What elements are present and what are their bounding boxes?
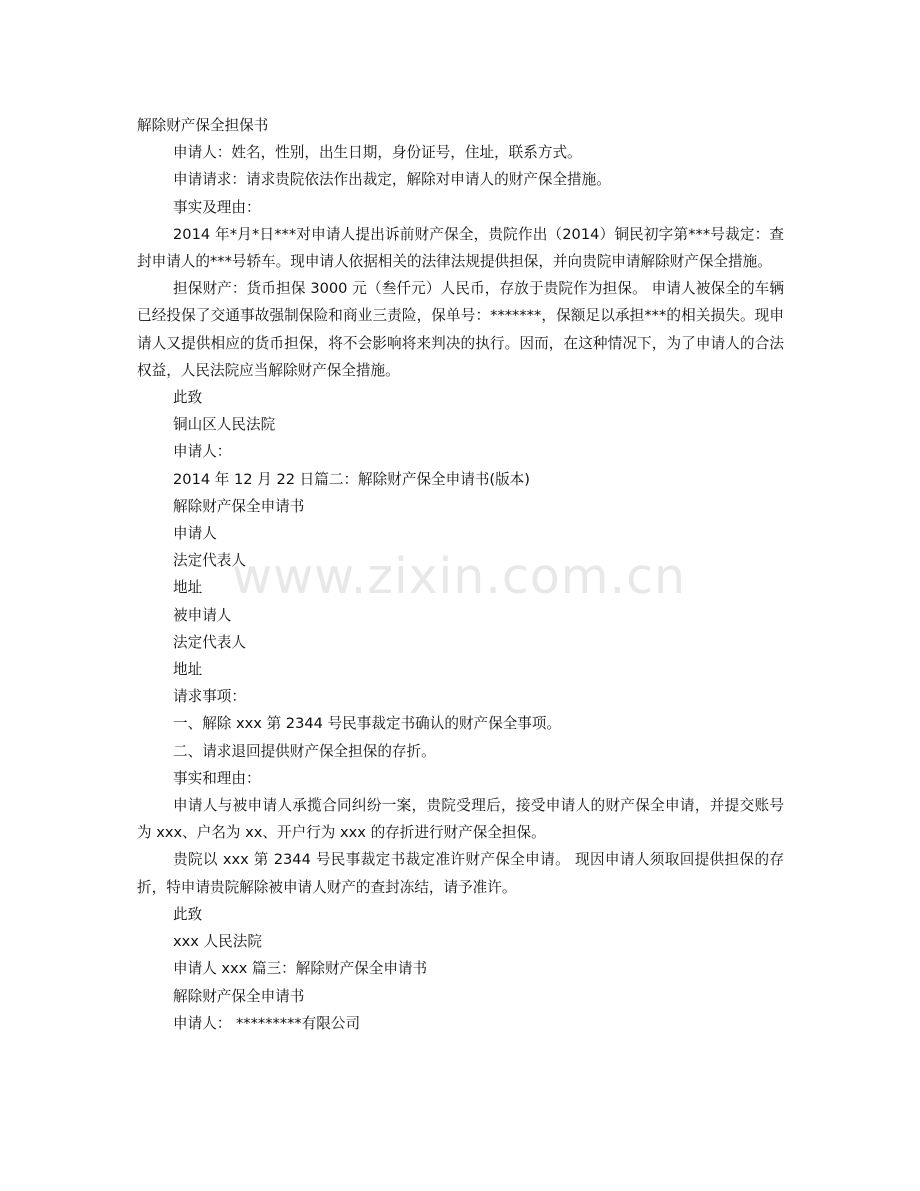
- document-body: [137, 112, 784, 1037]
- paragraph-applicant: 申请人: [173, 525, 217, 543]
- paragraph-court-name-2: xxx 人民法院: [173, 933, 262, 951]
- paragraph-part-three-title: 解除财产保全申请书: [173, 987, 305, 1005]
- paragraph-address: 地址: [173, 579, 203, 597]
- paragraph-facts-reasons-heading: 事实和理由：: [173, 769, 261, 787]
- paragraph-respondent: 被申请人: [173, 606, 232, 624]
- paragraph-signature: 申请人：: [173, 443, 232, 461]
- paragraph-facts-body: 2014 年*月*日***对申请人提出诉前财产保全，贵院作出（2014）铜民初字第***号裁定：查封申请人的***号轿车。现申请人依据相关的法律法规提供担保，并向贵院申请解除财产保全措施。: [137, 225, 784, 271]
- paragraph-facts-reasons-1: 申请人与被申请人承揽合同纠纷一案，贵院受理后，接受申请人的财产保全申请，并提交账号为 xxx、户名为 xx、开户行为 xxx 的存折进行财产保全担保。: [137, 797, 784, 842]
- paragraph-respondent-legal-rep: 法定代表人: [173, 633, 246, 651]
- paragraph-request-item-1: 一、解除 xxx 第 2344 号民事裁定书确认的财产保全事项。: [173, 715, 562, 733]
- paragraph-salutation-2: 此致: [173, 905, 203, 923]
- paragraph-part-two-title: 解除财产保全申请书: [173, 497, 305, 515]
- paragraph-applicant-company: 申请人： *********有限公司: [173, 1014, 361, 1032]
- paragraph-facts-reasons-2: 贵院以 xxx 第 2344 号民事裁定书裁定准许财产保全申请。 现因申请人须取回提供担保的存折，特申请贵院解除被申请人财产的查封冻结，请予准许。: [137, 851, 784, 896]
- paragraph-salutation: 此致: [173, 389, 203, 407]
- paragraph-legal-rep: 法定代表人: [173, 552, 246, 570]
- paragraph-request-item-2: 二、请求退回提供财产保全担保的存折。: [173, 742, 436, 760]
- paragraph-date-part-two: 2014 年 12 月 22 日篇二：解除财产保全申请书(版本): [173, 470, 530, 488]
- paragraph-signature-part-three: 申请人 xxx 篇三：解除财产保全申请书: [173, 960, 428, 978]
- paragraph-guarantee: 担保财产：货币担保 3000 元（叁仟元）人民币，存放于贵院作为担保。 申请人被保全的车辆已经投保了交通事故强制保险和商业三责险，保单号：*******，保额足以承担***的相关损失。现申请人又提供相应的货币担保，将不会影响将来判决的执行。因而，在这种情况下，为了申请人的合法权益，人民法院应当解除财产保全措施。: [137, 280, 784, 379]
- paragraph-facts-heading: 事实及理由：: [173, 198, 261, 216]
- paragraph-request-items-heading: 请求事项：: [173, 688, 246, 706]
- paragraph-request: 申请请求：请求贵院依法作出裁定，解除对申请人的财产保全措施。: [173, 171, 611, 189]
- document-title: 解除财产保全担保书: [137, 117, 269, 134]
- paragraph-respondent-address: 地址: [173, 661, 203, 679]
- paragraph-applicant-info: 申请人：姓名，性别，出生日期，身份证号，住址，联系方式。: [173, 144, 582, 162]
- paragraph-court-name: 铜山区人民法院: [173, 416, 276, 434]
- watermark-text: www.zixin.com.cn: [232, 548, 687, 605]
